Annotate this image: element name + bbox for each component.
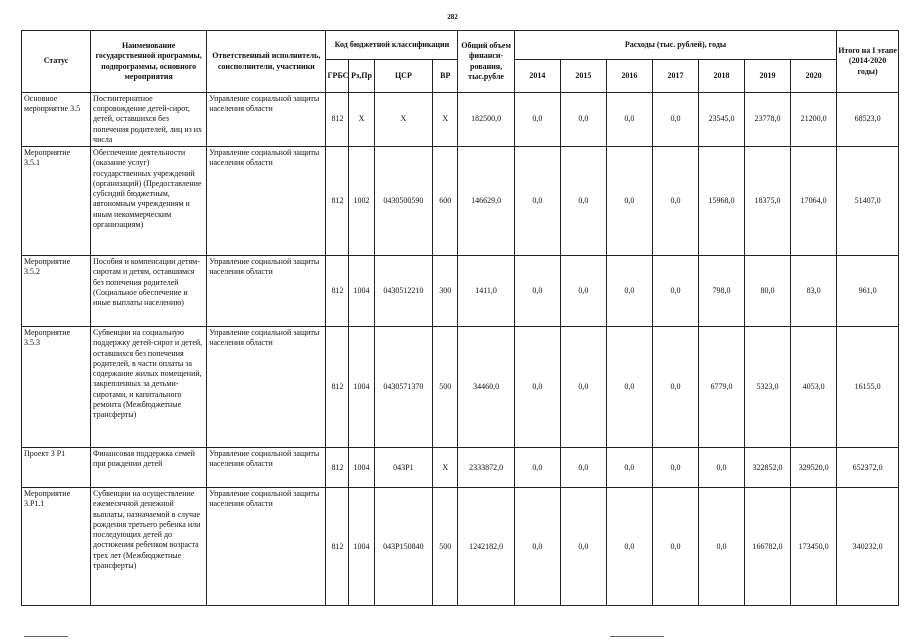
header-csr: ЦСР — [374, 60, 433, 93]
cell-year-value: 0,0 — [514, 327, 560, 448]
table-row — [22, 147, 899, 256]
cell-name: Обеспечение деятельности (оказание услуг) государственных учреждений (организаций) (Предоставление субсидий бюджетным, автономным учреждениям и иным некоммерческим организациям) — [91, 147, 207, 256]
cell-grbs: 812 — [326, 256, 349, 327]
cell-year-value: 0,0 — [514, 488, 560, 606]
cell-year-value: 0,0 — [560, 448, 606, 488]
cell-name: Финансовая поддержка семей при рождении детей — [91, 448, 207, 488]
cell-stage-total: 68523,0 — [837, 93, 899, 147]
cell-year-value: 0,0 — [698, 488, 744, 606]
cell-year-value: 322852,0 — [744, 448, 790, 488]
cell-year-value: 15968,0 — [698, 147, 744, 256]
cell-rzpr: 1002 — [349, 147, 374, 256]
cell-rzpr: Х — [349, 93, 374, 147]
cell-year-value: 0,0 — [560, 488, 606, 606]
cell-total: 146629,0 — [458, 147, 515, 256]
cell-total: 2333872,0 — [458, 448, 515, 488]
cell-year-value: 173450,0 — [791, 488, 837, 606]
header-rzpr: Рз,Пр — [349, 60, 374, 93]
cell-year-value: 0,0 — [652, 448, 698, 488]
cell-year-value: 0,0 — [606, 256, 652, 327]
header-year: 2014 — [514, 60, 560, 93]
cell-year-value: 0,0 — [652, 93, 698, 147]
header-year: 2019 — [744, 60, 790, 93]
cell-year-value: 0,0 — [560, 147, 606, 256]
scan-edge-line — [610, 636, 664, 637]
header-expenses: Расходы (тыс. рублей), годы — [514, 31, 836, 60]
cell-name: Постинтернатное сопровождение детей-сирот, детей, оставшихся без попечения родителей, лиц из их числа — [91, 93, 207, 147]
cell-year-value: 0,0 — [652, 256, 698, 327]
cell-year-value: 798,0 — [698, 256, 744, 327]
cell-status: Проект 3 Р1 — [22, 448, 91, 488]
cell-grbs: 812 — [326, 448, 349, 488]
cell-year-value: 0,0 — [606, 448, 652, 488]
cell-year-value: 0,0 — [514, 256, 560, 327]
cell-year-value: 329520,0 — [791, 448, 837, 488]
cell-status: Мероприятие 3.5.1 — [22, 147, 91, 256]
header-vr: ВР — [433, 60, 458, 93]
cell-responsible: Управление социальной защиты населения области — [207, 448, 326, 488]
table-row — [22, 256, 899, 327]
cell-total: 1411,0 — [458, 256, 515, 327]
cell-grbs: 812 — [326, 93, 349, 147]
scan-edge-line — [24, 636, 68, 637]
cell-year-value: 0,0 — [606, 488, 652, 606]
header-year: 2017 — [652, 60, 698, 93]
cell-rzpr: 1004 — [349, 256, 374, 327]
cell-year-value: 23545,0 — [698, 93, 744, 147]
cell-vr: 500 — [433, 327, 458, 448]
header-budget-code: Код бюджетной классификации — [326, 31, 458, 60]
header-status: Статус — [22, 31, 91, 93]
cell-year-value: 0,0 — [560, 256, 606, 327]
cell-csr: 0430512210 — [374, 256, 433, 327]
cell-year-value: 18375,0 — [744, 147, 790, 256]
header-program-name: Наименование государственной программы, подпрограммы, основного мероприятия — [91, 31, 207, 93]
cell-vr: 500 — [433, 488, 458, 606]
cell-year-value: 166782,0 — [744, 488, 790, 606]
cell-year-value: 17064,0 — [791, 147, 837, 256]
cell-year-value: 0,0 — [560, 93, 606, 147]
cell-csr: 043Р150840 — [374, 488, 433, 606]
cell-total: 1242182,0 — [458, 488, 515, 606]
cell-grbs: 812 — [326, 147, 349, 256]
cell-responsible: Управление социальной защиты населения области — [207, 488, 326, 606]
cell-year-value: 0,0 — [652, 147, 698, 256]
cell-year-value: 4053,0 — [791, 327, 837, 448]
cell-stage-total: 961,0 — [837, 256, 899, 327]
table-row — [22, 327, 899, 448]
cell-rzpr: 1004 — [349, 488, 374, 606]
cell-stage-total: 652372,0 — [837, 448, 899, 488]
cell-year-value: 0,0 — [698, 448, 744, 488]
cell-total: 182500,0 — [458, 93, 515, 147]
table-row — [22, 448, 899, 488]
cell-year-value: 0,0 — [652, 488, 698, 606]
cell-status: Основное мероприятие 3.5 — [22, 93, 91, 147]
cell-grbs: 812 — [326, 488, 349, 606]
header-year: 2016 — [606, 60, 652, 93]
cell-year-value: 0,0 — [514, 93, 560, 147]
cell-name: Субвенции на осуществление ежемесячной денежной выплаты, назначаемой в случае рождения третьего ребенка или последующих детей до достижения ребенком возраста трех лет (Межбюджетные трансферты) — [91, 488, 207, 606]
cell-year-value: 0,0 — [514, 147, 560, 256]
cell-year-value: 83,0 — [791, 256, 837, 327]
cell-name: Пособия и компенсации детям-сиротам и детям, оставшимся без попечения родителей (Социальное обеспечение и иные выплаты населению) — [91, 256, 207, 327]
cell-csr: 0430500590 — [374, 147, 433, 256]
cell-rzpr: 1004 — [349, 327, 374, 448]
cell-year-value: 5323,0 — [744, 327, 790, 448]
table-row — [22, 93, 899, 147]
cell-vr: Х — [433, 93, 458, 147]
cell-stage-total: 51407,0 — [837, 147, 899, 256]
cell-year-value: 21200,0 — [791, 93, 837, 147]
cell-year-value: 0,0 — [560, 327, 606, 448]
cell-total: 34460,0 — [458, 327, 515, 448]
cell-year-value: 0,0 — [652, 327, 698, 448]
header-stage-total: Итого на I этапе (2014-2020 годы) — [837, 31, 899, 93]
cell-name: Субвенции на социальную поддержку детей-сирот и детей, оставшихся без попечения родителей, в части оплаты за содержание жилых помещений, закрепленных за детьми-сиротами, и капитального ремонта (Межбюджетные трансферты) — [91, 327, 207, 448]
cell-status: Мероприятие 3.Р1.1 — [22, 488, 91, 606]
table-row — [22, 488, 899, 606]
page-number: 282 — [447, 13, 458, 21]
header-year: 2015 — [560, 60, 606, 93]
cell-responsible: Управление социальной защиты населения области — [207, 93, 326, 147]
cell-year-value: 0,0 — [606, 93, 652, 147]
cell-responsible: Управление социальной защиты населения области — [207, 256, 326, 327]
cell-rzpr: 1004 — [349, 448, 374, 488]
header-total-financing: Общий объем финанси-рования, тыс.рубле — [458, 31, 515, 93]
cell-responsible: Управление социальной защиты населения области — [207, 147, 326, 256]
cell-csr: Х — [374, 93, 433, 147]
cell-status: Мероприятие 3.5.3 — [22, 327, 91, 448]
cell-status: Мероприятие 3.5.2 — [22, 256, 91, 327]
cell-grbs: 812 — [326, 327, 349, 448]
budget-table — [21, 30, 899, 606]
cell-year-value: 6779,0 — [698, 327, 744, 448]
header-responsible: Ответственный исполнитель, соисполнители, участники — [207, 31, 326, 93]
cell-year-value: 23778,0 — [744, 93, 790, 147]
cell-stage-total: 340232,0 — [837, 488, 899, 606]
cell-vr: 600 — [433, 147, 458, 256]
cell-vr: Х — [433, 448, 458, 488]
cell-year-value: 80,0 — [744, 256, 790, 327]
cell-responsible: Управление социальной защиты населения области — [207, 327, 326, 448]
header-year: 2018 — [698, 60, 744, 93]
cell-year-value: 0,0 — [514, 448, 560, 488]
cell-year-value: 0,0 — [606, 327, 652, 448]
cell-csr: 043Р1 — [374, 448, 433, 488]
cell-vr: 300 — [433, 256, 458, 327]
cell-csr: 0430571370 — [374, 327, 433, 448]
header-year: 2020 — [791, 60, 837, 93]
cell-stage-total: 16155,0 — [837, 327, 899, 448]
cell-year-value: 0,0 — [606, 147, 652, 256]
header-grbs: ГРБС — [326, 60, 349, 93]
